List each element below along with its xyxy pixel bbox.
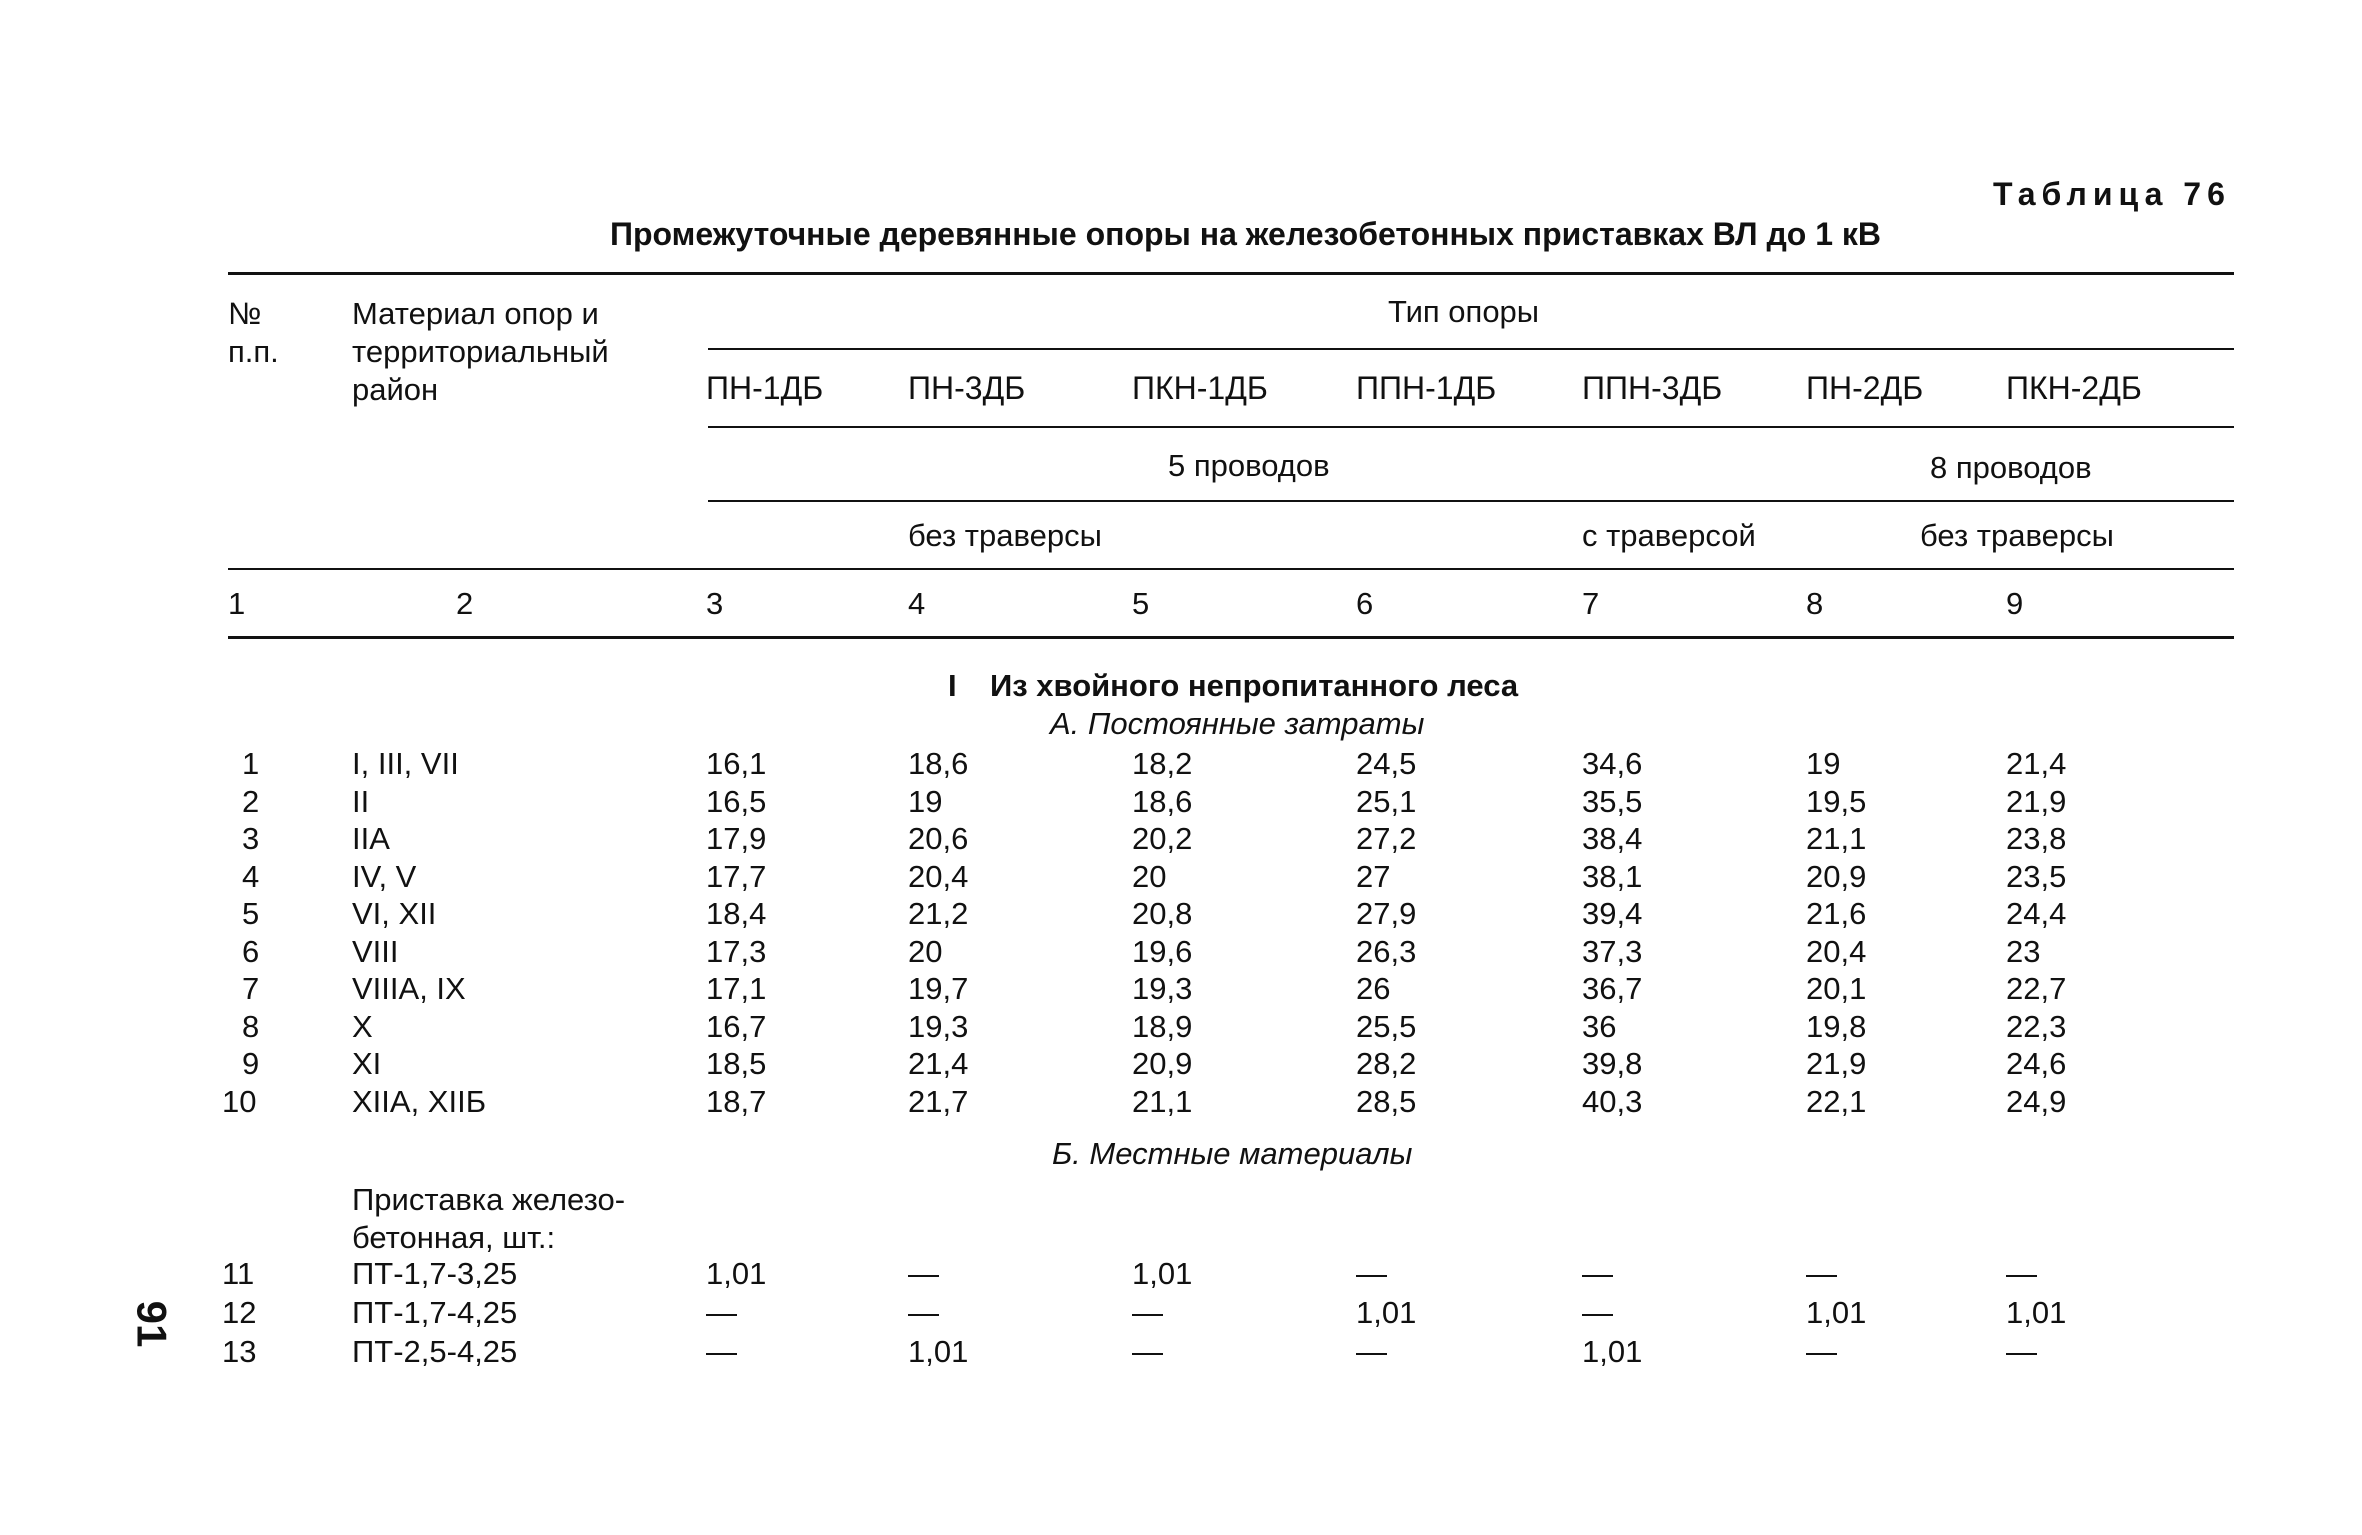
subsection-b: Б. Местные материалы [1052, 1136, 1413, 1171]
row-value-col-4: 20 [908, 933, 943, 969]
row-value-col-6: — [1356, 1334, 1387, 1369]
subsection-a: А. Постоянные затраты [1050, 706, 1425, 741]
row-number: 1 [242, 746, 260, 781]
row-region: ПТ-2,5-4,25 [352, 1334, 518, 1369]
prist-label-2: бетонная, шт.: [352, 1220, 556, 1255]
colnum-5: 5 [1132, 586, 1150, 621]
row-value-col-7: 1,01 [1582, 1334, 1643, 1369]
row-value-col-4: 19,7 [908, 971, 969, 1006]
row-value-col-8: 22,1 [1806, 1083, 1867, 1119]
row-value-col-5: 20,8 [1132, 896, 1193, 931]
row-value-col-4: 20,4 [908, 858, 969, 894]
wires-5: 5 проводов [1168, 448, 1330, 483]
row-value-col-9: 23 [2006, 933, 2041, 969]
row-value-col-7: 35,5 [1582, 783, 1643, 819]
row-value-col-6: 28,5 [1356, 1083, 1417, 1119]
row-value-col-4: 20,6 [908, 821, 969, 856]
row-value-col-5: 18,6 [1132, 783, 1193, 819]
row-value-col-9: 24,9 [2006, 1083, 2067, 1119]
row-value-col-9: 22,3 [2006, 1008, 2067, 1044]
colnum-6: 6 [1356, 586, 1374, 621]
type-col-5: ПКН-1ДБ [1132, 370, 1268, 406]
type-col-9: ПКН-2ДБ [2006, 370, 2142, 406]
row-value-col-4: 18,6 [908, 746, 969, 781]
row-value-col-3: 16,5 [706, 783, 767, 819]
row-value-col-8: 19,8 [1806, 1008, 1867, 1044]
row-value-col-9: 24,6 [2006, 1046, 2067, 1081]
row-value-col-4: — [908, 1295, 939, 1330]
row-value-col-5: — [1132, 1295, 1163, 1330]
row-value-col-6: 28,2 [1356, 1046, 1417, 1081]
row-value-col-8: — [1806, 1256, 1837, 1291]
row-value-col-9: 1,01 [2006, 1295, 2067, 1330]
colnum-2: 2 [456, 586, 474, 621]
row-value-col-7: — [1582, 1295, 1613, 1330]
row-value-col-8: 21,6 [1806, 896, 1867, 931]
row-value-col-5: 1,01 [1132, 1256, 1193, 1291]
row-value-col-6: 25,5 [1356, 1008, 1417, 1044]
row-value-col-3: 1,01 [706, 1256, 767, 1291]
row-number: 13 [222, 1334, 257, 1369]
type-col-3: ПН-1ДБ [706, 370, 824, 406]
row-value-col-9: — [2006, 1256, 2037, 1291]
row-region: II [352, 783, 370, 819]
row-value-col-6: 27,9 [1356, 896, 1417, 931]
row-value-col-9: 23,5 [2006, 858, 2067, 894]
wires-8: 8 проводов [1930, 450, 2092, 485]
row-value-col-7: — [1582, 1256, 1613, 1291]
rule-colnums [228, 636, 2234, 639]
row-value-col-7: 37,3 [1582, 933, 1643, 969]
row-value-col-3: — [706, 1295, 737, 1330]
row-value-col-4: 19 [908, 783, 943, 819]
row-value-col-9: 24,4 [2006, 896, 2067, 931]
section-title: Из хвойного непропитанного леса [990, 668, 1519, 703]
row-value-col-7: 40,3 [1582, 1083, 1643, 1119]
colnum-9: 9 [2006, 586, 2024, 621]
row-value-col-4: 19,3 [908, 1008, 969, 1044]
row-value-col-3: 16,7 [706, 1008, 767, 1044]
row-value-col-9: 21,4 [2006, 746, 2067, 781]
row-number: 6 [242, 933, 260, 969]
row-value-col-4: 21,4 [908, 1046, 969, 1081]
type-col-8: ПН-2ДБ [1806, 370, 1924, 406]
row-region: IIA [352, 821, 390, 856]
row-value-col-6: 26,3 [1356, 933, 1417, 969]
row-region: XI [352, 1046, 382, 1081]
row-value-col-7: 36,7 [1582, 971, 1643, 1006]
table-title: Промежуточные деревянные опоры на железобетонных приставках ВЛ до 1 кВ [610, 216, 1881, 252]
row-value-col-8: 1,01 [1806, 1295, 1867, 1330]
colnum-4: 4 [908, 586, 926, 621]
row-value-col-4: 21,2 [908, 896, 969, 931]
row-value-col-4: 1,01 [908, 1334, 969, 1369]
type-col-6: ППН-1ДБ [1356, 370, 1497, 406]
row-number: 11 [222, 1256, 255, 1291]
rule-wires [708, 500, 2234, 502]
row-value-col-5: 18,2 [1132, 746, 1193, 781]
row-value-col-5: 20,2 [1132, 821, 1193, 856]
row-value-col-6: 27 [1356, 858, 1391, 894]
row-value-col-6: 1,01 [1356, 1295, 1417, 1330]
type-col-7: ППН-3ДБ [1582, 370, 1723, 406]
row-value-col-7: 39,8 [1582, 1046, 1643, 1081]
row-value-col-4: — [908, 1256, 939, 1291]
row-value-col-7: 38,4 [1582, 821, 1643, 856]
row-value-col-4: 21,7 [908, 1083, 969, 1119]
row-value-col-3: 18,4 [706, 896, 767, 931]
row-value-col-8: 20,1 [1806, 971, 1867, 1006]
row-value-col-5: 21,1 [1132, 1083, 1193, 1119]
prist-label-1: Приставка железо- [352, 1182, 626, 1217]
row-region: X [352, 1008, 373, 1044]
colnum-8: 8 [1806, 586, 1824, 621]
colnum-1: 1 [228, 586, 246, 621]
row-value-col-5: 19,6 [1132, 933, 1193, 969]
rule-type [708, 348, 2234, 350]
row-value-col-9: — [2006, 1334, 2037, 1369]
rule-types [708, 426, 2234, 428]
row-value-col-3: 18,5 [706, 1046, 767, 1081]
row-value-col-3: 16,1 [706, 746, 767, 781]
row-value-col-5: 19,3 [1132, 971, 1193, 1006]
row-value-col-3: 17,7 [706, 858, 767, 894]
row-value-col-7: 39,4 [1582, 896, 1643, 931]
row-value-col-3: 17,3 [706, 933, 767, 969]
row-value-col-9: 21,9 [2006, 783, 2067, 819]
row-value-col-8: 19,5 [1806, 783, 1867, 819]
row-region: IV, V [352, 858, 417, 894]
row-value-col-7: 36 [1582, 1008, 1617, 1044]
rule-traverse [228, 568, 2234, 570]
row-number: 8 [242, 1008, 260, 1044]
header-material-2: территориальный [352, 334, 609, 369]
header-type: Тип опоры [1388, 294, 1540, 329]
row-number: 3 [242, 821, 260, 856]
row-number: 4 [242, 858, 260, 894]
row-value-col-6: 26 [1356, 971, 1391, 1006]
no-traverse-2: без траверсы [1920, 518, 2114, 553]
row-value-col-6: 25,1 [1356, 783, 1417, 819]
row-value-col-3: 18,7 [706, 1083, 767, 1119]
colnum-3: 3 [706, 586, 724, 621]
row-value-col-7: 34,6 [1582, 746, 1643, 781]
row-region: ПТ-1,7-4,25 [352, 1295, 518, 1330]
header-num: № [228, 296, 262, 331]
row-value-col-7: 38,1 [1582, 858, 1643, 894]
row-number: 5 [242, 896, 260, 931]
type-col-4: ПН-3ДБ [908, 370, 1026, 406]
row-value-col-5: 20 [1132, 858, 1167, 894]
section-roman: I [948, 668, 957, 703]
row-value-col-8: 20,9 [1806, 858, 1867, 894]
table-label: Таблица 76 [1993, 176, 2231, 212]
with-traverse: с траверсой [1582, 518, 1756, 553]
row-value-col-8: — [1806, 1334, 1837, 1369]
row-value-col-5: — [1132, 1334, 1163, 1369]
row-region: VI, XII [352, 896, 437, 931]
page-number: 91 [128, 1300, 176, 1348]
row-value-col-5: 20,9 [1132, 1046, 1193, 1081]
row-region: I, III, VII [352, 746, 459, 781]
row-number: 10 [222, 1083, 257, 1119]
row-value-col-8: 20,4 [1806, 933, 1867, 969]
row-number: 7 [242, 971, 260, 1006]
row-region: VIIIA, IX [352, 971, 466, 1006]
no-traverse: без траверсы [908, 518, 1102, 553]
row-region: VIII [352, 933, 399, 969]
row-value-col-8: 21,1 [1806, 821, 1867, 856]
row-value-col-8: 19 [1806, 746, 1841, 781]
row-value-col-6: 27,2 [1356, 821, 1417, 856]
row-number: 12 [222, 1295, 257, 1330]
header-material-1: Материал опор и [352, 296, 599, 331]
row-value-col-3: 17,9 [706, 821, 767, 856]
row-value-col-5: 18,9 [1132, 1008, 1193, 1044]
row-value-col-9: 23,8 [2006, 821, 2067, 856]
row-value-col-6: — [1356, 1256, 1387, 1291]
row-value-col-9: 22,7 [2006, 971, 2067, 1006]
header-num2: п.п. [228, 334, 279, 369]
row-value-col-6: 24,5 [1356, 746, 1417, 781]
row-value-col-3: 17,1 [706, 971, 767, 1006]
row-number: 2 [242, 783, 260, 819]
top-rule [228, 272, 2234, 275]
row-value-col-3: — [706, 1334, 737, 1369]
row-region: XIIA, XIIБ [352, 1083, 487, 1119]
row-value-col-8: 21,9 [1806, 1046, 1867, 1081]
header-material-3: район [352, 372, 439, 407]
row-number: 9 [242, 1046, 260, 1081]
row-region: ПТ-1,7-3,25 [352, 1256, 518, 1291]
colnum-7: 7 [1582, 586, 1600, 621]
